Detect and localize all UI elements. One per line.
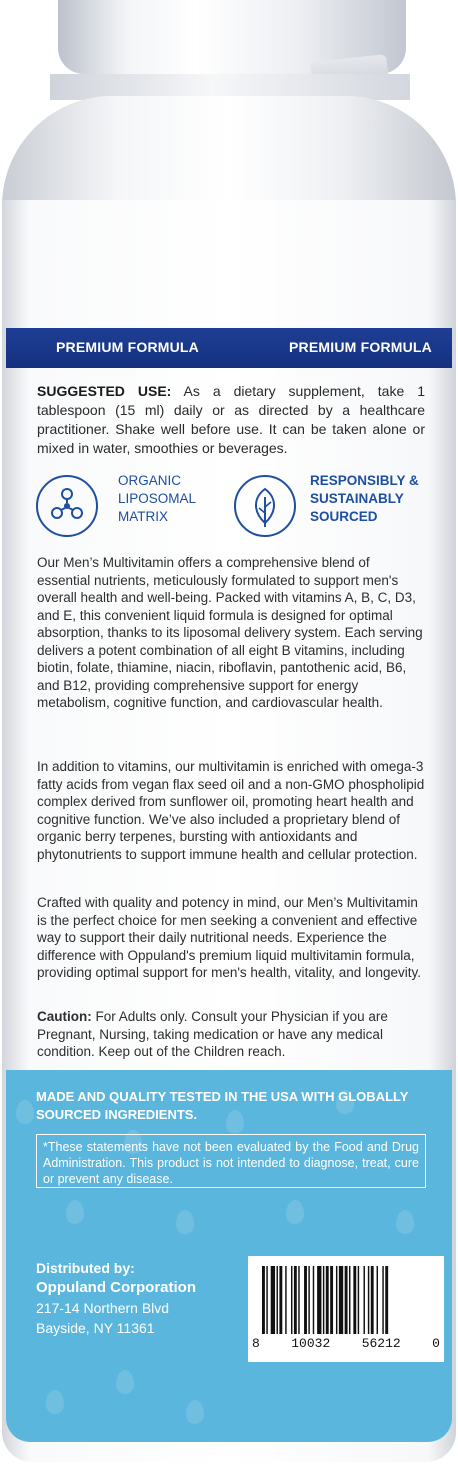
barcode-digit-group: 10032 <box>291 1336 331 1351</box>
barcode-bar <box>326 1266 329 1334</box>
barcode-bar <box>336 1266 337 1334</box>
barcode-bar <box>330 1266 333 1334</box>
bottle-shoulder <box>2 96 456 206</box>
barcode-bar <box>371 1266 374 1334</box>
barcode-bar <box>323 1266 324 1334</box>
caution-text: For Adults only. Consult your Physician if you are Pregnant, Nursing, taking medication or have any medical condition. Keep out of the Children reach. <box>37 1009 388 1059</box>
barcode-bar <box>313 1266 314 1334</box>
made-in-usa-statement: MADE AND QUALITY TESTED IN THE USA WITH GLOBALLY SOURCED INGREDIENTS. <box>36 1089 409 1122</box>
barcode-digit-group: 56212 <box>361 1336 401 1351</box>
barcode-digit-group: 8 <box>252 1336 260 1351</box>
badge-row <box>30 472 430 542</box>
barcode-bar <box>285 1266 286 1334</box>
badge-sourced <box>310 472 419 526</box>
droplet-pattern <box>186 1400 204 1424</box>
badge-line: LIPOSOMAL <box>118 491 197 506</box>
suggested-use <box>37 382 425 458</box>
caution-label: Caution: <box>37 1009 92 1024</box>
distributor-company: Oppuland Corporation <box>36 1279 196 1296</box>
droplet-pattern <box>116 1370 134 1394</box>
barcode-bar <box>294 1266 297 1334</box>
barcode-bar <box>298 1266 299 1334</box>
badge-line: RESPONSIBLY & <box>310 473 419 488</box>
suggested-use-label: SUGGESTED USE: <box>37 383 172 399</box>
barcode-bar <box>353 1266 356 1334</box>
barcode-bar <box>364 1266 365 1334</box>
barcode-digits <box>252 1336 440 1351</box>
badge-line: SUSTAINABLY <box>310 491 404 506</box>
droplet-pattern <box>66 1200 84 1224</box>
barcode-digit-group: 0 <box>432 1336 440 1351</box>
badge-line: ORGANIC <box>118 473 182 488</box>
badge-line: MATRIX <box>118 509 168 524</box>
badge-line: SOURCED <box>310 509 378 524</box>
droplet-pattern <box>46 1390 64 1414</box>
barcode-bar <box>262 1266 265 1334</box>
barcode-bar <box>339 1266 343 1334</box>
upc-barcode <box>248 1256 444 1362</box>
premium-formula-band <box>6 328 452 368</box>
barcode-bar <box>291 1266 292 1334</box>
barcode-bar <box>349 1266 350 1334</box>
barcode-bar <box>266 1266 267 1334</box>
description-paragraph-2: In addition to vitamins, our multivitamin is enriched with omega-3 fatty acids from vegan flax seed oil and a non-GMO phospholipid complex derived from sunflower oil, promoting heart health and cognitive function. We’ve also included a proprietary blend of organic berry terpenes, bursting with antioxidants and phytonutrients to support immune health and cellular protection. <box>37 759 425 862</box>
badge-liposomal <box>118 472 196 526</box>
barcode-bar <box>317 1266 321 1334</box>
description-paragraph-1: Our Men’s Multivitamin offers a comprehensive blend of essential nutrients, meticulously formulated to support men's overall health and well-being. Packed with vitamins A, B, C, D3, and E, this convenient liquid formula is designed for optimal absorption, thanks to its liposomal delivery system. Each serving delivers a potent combination of all eight B vitamins, including biotin, folate, thiamine, niacin, riboflavin, pantothenic acid, B6, and B12, providing comprehensive support for energy metabolism, cognitive function, and cardiovascular health. <box>37 555 423 710</box>
distributor-label: Distributed by: <box>36 1260 135 1276</box>
distributor-address-line-1: 217-14 Northern Blvd <box>36 1300 170 1316</box>
droplet-pattern <box>176 1210 194 1234</box>
caution-note <box>37 1008 425 1061</box>
barcode-bars <box>262 1266 432 1334</box>
barcode-bar <box>385 1266 388 1334</box>
barcode-bar <box>277 1266 278 1334</box>
molecule-icon <box>36 475 98 537</box>
barcode-bar <box>304 1266 307 1334</box>
band-label-left: PREMIUM FORMULA <box>56 339 199 355</box>
suggested-use-text: As a dietary supplement, take 1 tablespoon (15 ml) daily or as directed by a healthcare practitioner. Shake well before use. It can be taken alone or mixed in water, smoothies or beverages. <box>37 383 425 456</box>
barcode-bar <box>377 1266 378 1334</box>
barcode-bar <box>308 1266 309 1334</box>
barcode-bar <box>271 1266 275 1334</box>
blue-info-panel <box>6 1070 452 1442</box>
fda-disclaimer-box: *These statements have not been evaluated by the Food and Drug Administration. This product is not intended to diagnose, treat, cure or prevent any disease. <box>36 1134 426 1188</box>
leaf-icon <box>234 475 296 537</box>
barcode-bar <box>382 1266 383 1334</box>
droplet-pattern <box>396 1210 414 1234</box>
droplet-pattern <box>286 1200 304 1224</box>
band-label-right: PREMIUM FORMULA <box>289 339 432 355</box>
distributor-block <box>36 1258 196 1338</box>
barcode-bar <box>345 1266 348 1334</box>
barcode-bar <box>368 1266 369 1334</box>
description-paragraph-3: Crafted with quality and potency in mind, our Men’s Multivitamin is the perfect choice for men seeking a convenient and effective way to support their daily nutritional needs. Experience the difference with Oppuland's premium liquid multivitamin formula, providing optimal support for men's health, vitality, and longevity. <box>37 895 422 980</box>
barcode-bar <box>358 1266 359 1334</box>
droplet-pattern <box>16 1100 34 1124</box>
barcode-bar <box>279 1266 282 1334</box>
distributor-address-line-2: Bayside, NY 11361 <box>36 1320 155 1336</box>
